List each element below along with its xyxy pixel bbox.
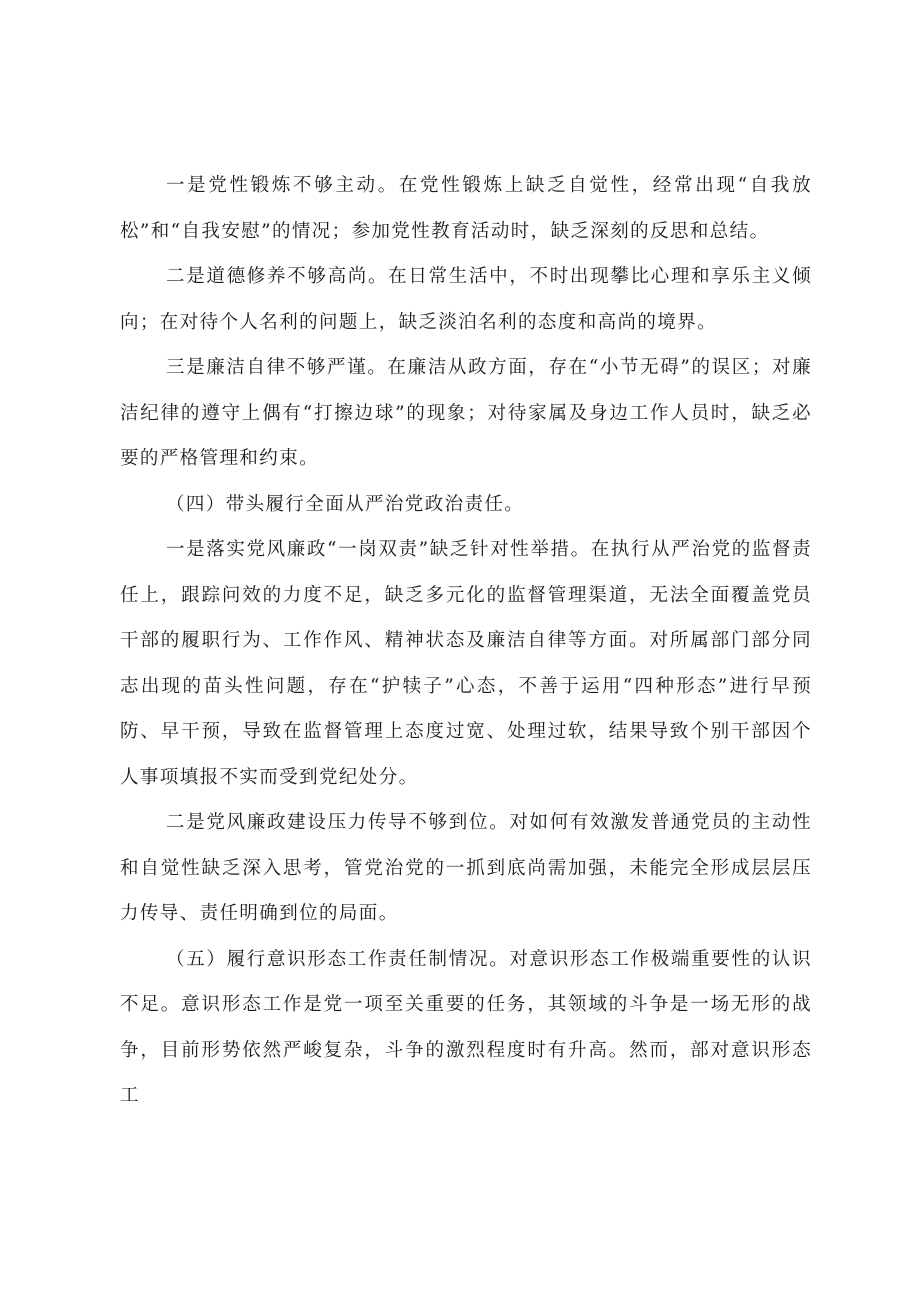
section-heading-four: （四）带头履行全面从严治党政治责任。 <box>166 493 525 515</box>
paragraph-one-post-two-duties: 一是落实党风廉政“一岗双责”缺乏针对性举措。在执行从严治党的监督责任上，跟踪问效的力度不足，缺乏多元化的监督管理渠道，无法全面覆盖党员干部的履职行为、工作作风、精神状态及廉洁自律等方面。对所属部门部分同志出现的苗头性问题，存在“护犊子”心态，不善于运用“四种形态”进行早预防、早干预，导致在监督管理上态度过宽、处理过软，结果导致个别干部因个人事项填报不实而受到党纪处分。 <box>120 539 812 788</box>
paragraph-party-spirit: 一是党性锻炼不够主动。在党性锻炼上缺乏自觉性，经常出现“自我放松”和“自我安慰”的情况；参加党性教育活动时，缺乏深刻的反思和总结。 <box>120 175 812 242</box>
paragraph-pressure-transmission: 二是党风廉政建设压力传导不够到位。对如何有效激发普通党员的主动性和自觉性缺乏深入思考，管党治党的一抓到底尚需加强，未能完全形成层层压力传导、责任明确到位的局面。 <box>120 812 812 924</box>
paragraph-integrity-discipline: 三是廉洁自律不够严谨。在廉洁从政方面，存在“小节无碍”的误区；对廉洁纪律的遵守上偶有“打擦边球”的现象；对待家属及身边工作人员时，缺乏必要的严格管理和约束。 <box>120 357 812 469</box>
document-body <box>120 163 812 1119</box>
paragraph-moral-cultivation: 二是道德修养不够高尚。在日常生活中，不时出现攀比心理和享乐主义倾向；在对待个人名利的问题上，缺乏淡泊名利的态度和高尚的境界。 <box>120 266 812 333</box>
section-heading-five: （五）履行意识形态工作责任制情况。对意识形态工作极端重要性的认识不足。意识形态工作是党一项至关重要的任务，其领域的斗争是一场无形的战争，目前形势依然严峻复杂，斗争的激烈程度时有升高。然而，部对意识形态工 <box>120 948 812 1106</box>
